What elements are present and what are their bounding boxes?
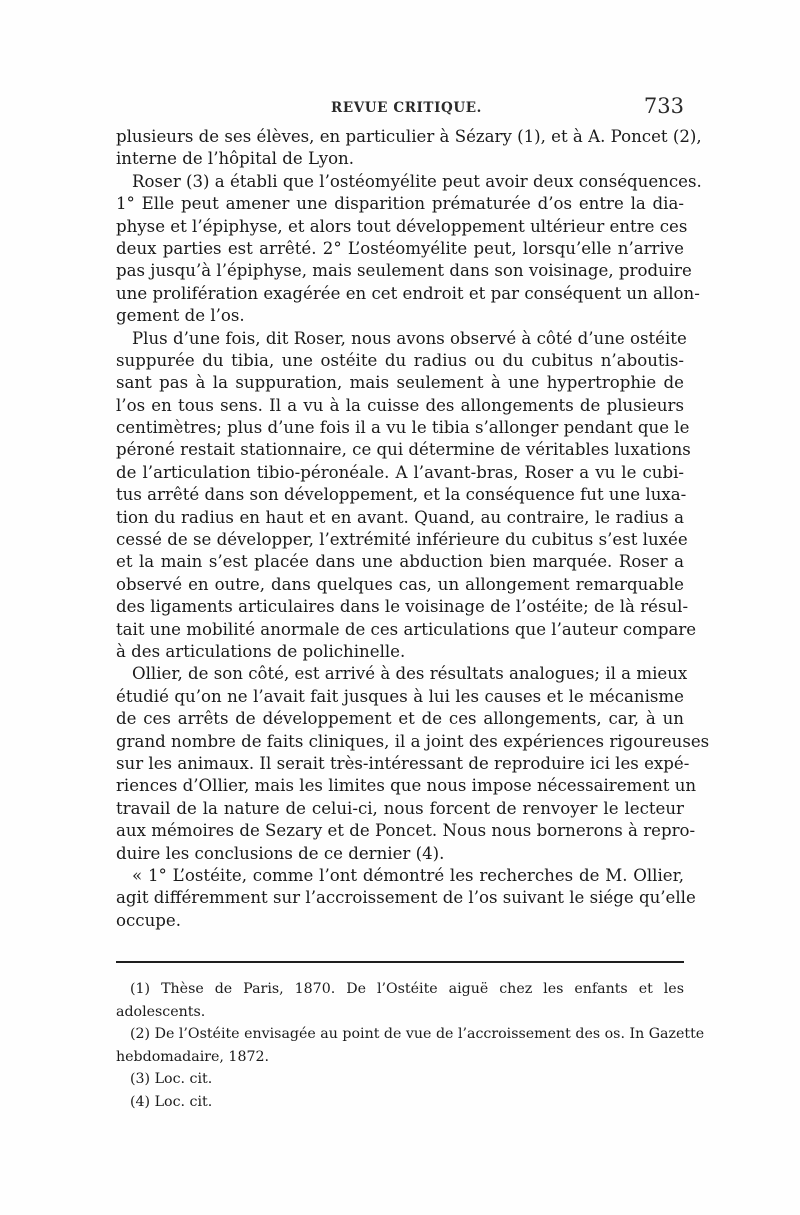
page-header bbox=[116, 94, 684, 122]
text-line: interne de l’hôpital de Lyon. bbox=[116, 149, 355, 169]
text-line: Plus d’une fois, dit Roser, nous avons observé à côté d’une ostéite bbox=[132, 328, 687, 348]
text-line: aux mémoires de Sezary et de Poncet. Nous nous bornerons à repro- bbox=[116, 821, 696, 841]
text-line: centimètres; plus d’une fois il a vu le tibia s’allonger pendant que le bbox=[116, 418, 690, 438]
text-line: observé en outre, dans quelques cas, un allongement remarquable bbox=[116, 574, 684, 594]
footnote-line: adolescents. bbox=[116, 1003, 206, 1020]
page-number: 733 bbox=[643, 94, 684, 118]
text-line: tus arrêté dans son développement, et la conséquence fut une luxa- bbox=[116, 485, 687, 505]
text-line: suppurée du tibia, une ostéite du radius ou du cubitus n’aboutis- bbox=[116, 350, 684, 370]
text-line: occupe. bbox=[116, 910, 181, 930]
text-line: grand nombre de faits cliniques, il a joint des expériences rigoureuses bbox=[116, 731, 710, 751]
footnote-divider bbox=[116, 961, 684, 963]
text-line: 1° Elle peut amener une disparition prématurée d’os entre la dia- bbox=[116, 194, 684, 214]
text-line: l’os en tous sens. Il a vu à la cuisse des allongements de plusieurs bbox=[116, 395, 684, 415]
text-line: étudié qu’on ne l’avait fait jusques à lui les causes et le mécanisme bbox=[116, 686, 684, 706]
text-line: et la main s’est placée dans une abduction bien marquée. Roser a bbox=[116, 552, 684, 572]
footnote-line: hebdomadaire, 1872. bbox=[116, 1048, 270, 1065]
footnote-line: (1) Thèse de Paris, 1870. De l’Ostéite aiguë chez les enfants et les bbox=[130, 981, 684, 997]
text-line: sant pas à la suppuration, mais seulement à une hypertrophie de bbox=[116, 373, 684, 393]
text-line: péroné restait stationnaire, ce qui détermine de véritables luxations bbox=[116, 440, 691, 460]
text-line: Roser (3) a établi que l’ostéomyélite peut avoir deux conséquences. bbox=[132, 171, 702, 191]
text-line: gement de l’os. bbox=[116, 306, 245, 326]
text-line: duire les conclusions de ce dernier (4). bbox=[116, 843, 445, 863]
running-title: REVUE CRITIQUE. bbox=[331, 100, 482, 116]
text-line: physe et l’épiphyse, et alors tout développement ultérieur entre ces bbox=[116, 216, 688, 236]
text-line: sur les animaux. Il serait très-intéressant de reproduire ici les expé- bbox=[116, 753, 690, 773]
text-line: tion du radius en haut et en avant. Quand, au contraire, le radius a bbox=[116, 507, 684, 527]
text-line: plusieurs de ses élèves, en particulier à Sézary (1), et à A. Poncet (2), bbox=[116, 127, 702, 146]
footnote-line: (4) Loc. cit. bbox=[130, 1093, 213, 1110]
text-line: tait une mobilité anormale de ces articulations que l’auteur compare bbox=[116, 619, 697, 639]
text-line: deux parties est arrêté. 2° L’ostéomyélite peut, lorsqu’elle n’arrive bbox=[116, 238, 684, 258]
footnote-line: (3) Loc. cit. bbox=[130, 1071, 213, 1087]
text-line: « 1° L’ostéite, comme l’ont démontré les recherches de M. Ollier, bbox=[132, 865, 684, 885]
text-line: de ces arrêts de développement et de ces allongements, car, à un bbox=[116, 709, 684, 729]
text-line: pas jusqu’à l’épiphyse, mais seulement dans son voisinage, produire bbox=[116, 261, 692, 281]
footnotes bbox=[116, 978, 705, 1113]
text-line: de l’articulation tibio-péronéale. A l’avant-bras, Roser a vu le cubi- bbox=[116, 462, 684, 482]
text-line: agit différemment sur l’accroissement de l’os suivant le siége qu’elle bbox=[116, 888, 696, 908]
text-line: à des articulations de polichinelle. bbox=[116, 641, 406, 661]
text-line: riences d’Ollier, mais les limites que nous impose nécessairement un bbox=[116, 776, 697, 796]
body-text bbox=[116, 126, 710, 932]
text-line: travail de la nature de celui-ci, nous forcent de renvoyer le lecteur bbox=[116, 798, 684, 818]
text-line: des ligaments articulaires dans le voisinage de l’ostéite; de là résul- bbox=[116, 597, 689, 617]
footnote-line: (2) De l’Ostéite envisagée au point de vue de l’accroissement des os. In Gazette bbox=[130, 1026, 705, 1042]
text-line: cessé de se développer, l’extrémité inférieure du cubitus s’est luxée bbox=[116, 530, 688, 550]
text-line: Ollier, de son côté, est arrivé à des résultats analogues; il a mieux bbox=[132, 664, 688, 684]
text-line: une prolifération exagérée en cet endroit et par conséquent un allon- bbox=[116, 283, 700, 303]
